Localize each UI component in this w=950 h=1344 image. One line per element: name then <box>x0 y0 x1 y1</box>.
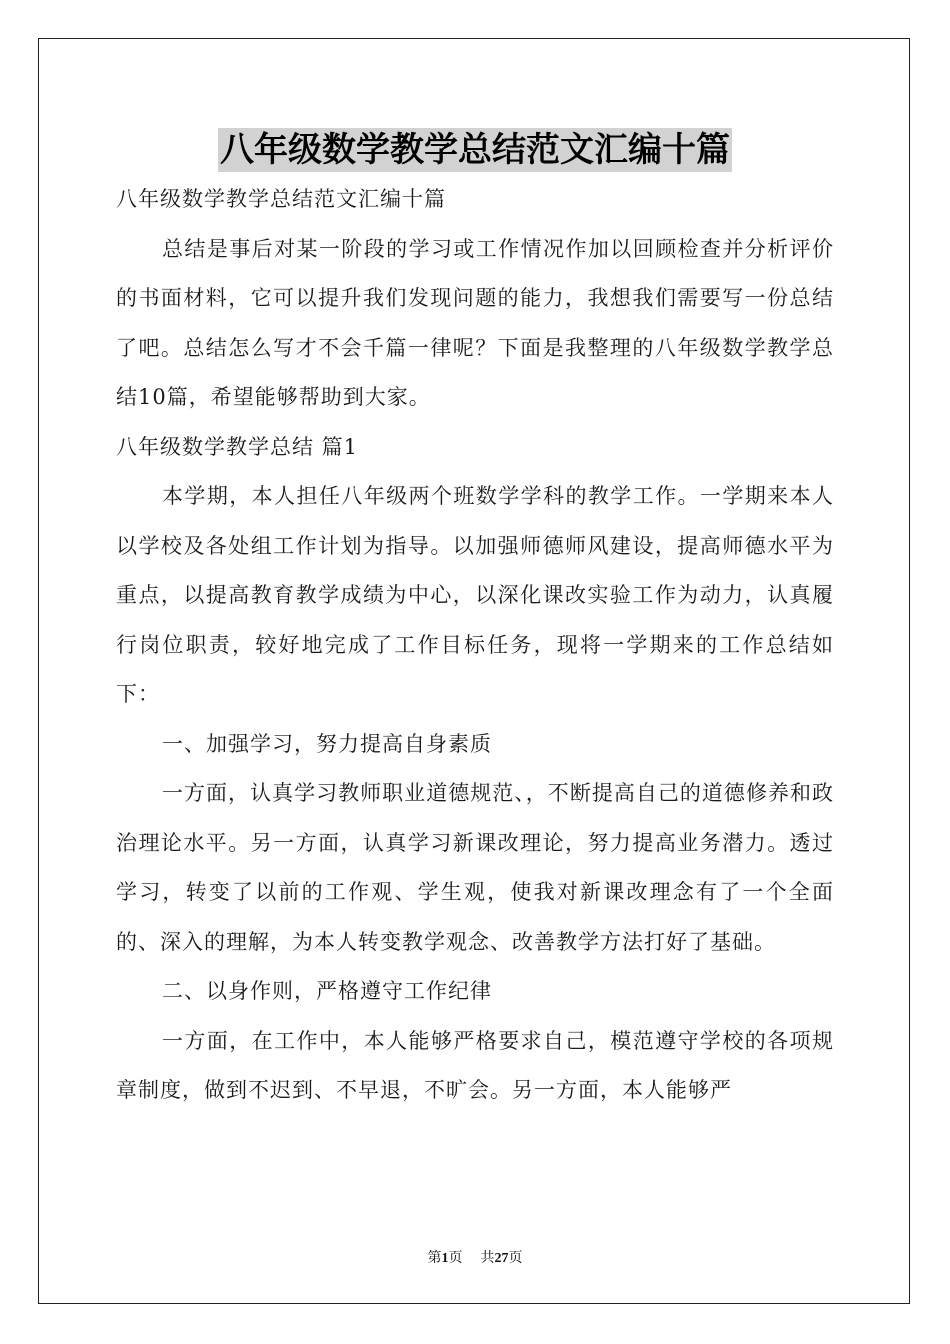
page-prefix: 第 <box>427 1251 442 1266</box>
body-paragraph: 一方面，认真学习教师职业道德规范、，不断提高自己的道德修养和政治理论水平。另一方面，认真学习新课改理论，努力提高业务潜力。透过学习，转变了以前的工作观、学生观，使我对新课改理念有了一个全面的、深入的理解，为本人转变教学观念、改善教学方法打好了基础。 <box>116 781 834 954</box>
section-heading: 八年级数学教学总结 篇1 <box>116 434 359 459</box>
subheading-two: 二、以身作则，严格遵守工作纪律 <box>162 979 492 1003</box>
body-paragraph: 一方面，在工作中，本人能够严格要求自己，模范遵守学校的各项规章制度，做到不迟到、不早退，不旷会。另一方面，本人能够严 <box>116 1028 834 1102</box>
title-container <box>0 128 950 172</box>
page-number: 1 <box>441 1251 449 1266</box>
subheading-one: 一、加强学习，努力提高自身素质 <box>162 731 492 756</box>
subtitle-paragraph: 八年级数学教学总结范文汇编十篇 <box>116 187 446 211</box>
intro-paragraph: 总结是事后对某一阶段的学习或工作情况作加以回顾检查并分析评价的书面材料，它可以提升我们发现问题的能力，我想我们需要写一份总结了吧。总结怎么写才不会千篇一律呢？下面是我整理的八年级数学教学总结10篇，希望能够帮助到大家。 <box>116 236 834 409</box>
document-title: 八年级数学教学总结范文汇编十篇 <box>220 130 730 170</box>
total-suffix: 页 <box>508 1251 523 1266</box>
total-pages: 27 <box>494 1251 509 1266</box>
page-footer <box>0 1247 950 1267</box>
total-prefix: 共 <box>480 1251 495 1266</box>
document-body <box>116 175 834 1116</box>
body-paragraph: 本学期，本人担任八年级两个班数学学科的教学工作。一学期来本人以学校及各处组工作计划为指导。以加强师德师风建设，提高师德水平为重点，以提高教育教学成绩为中心，以深化课改实验工作为动力，认真履行岗位职责，较好地完成了工作目标任务，现将一学期来的工作总结如下： <box>116 484 834 706</box>
page-suffix: 页 <box>448 1251 463 1266</box>
